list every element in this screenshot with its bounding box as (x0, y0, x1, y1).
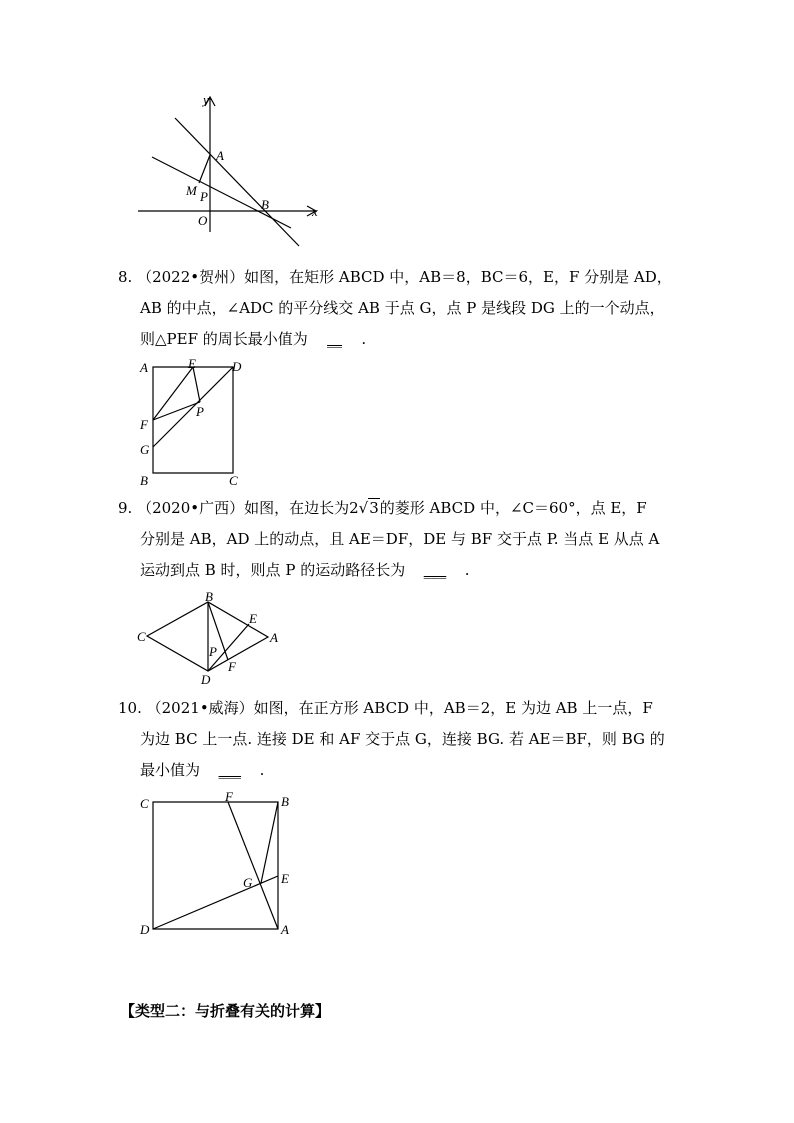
side-length-expression: 2√3 (349, 499, 379, 517)
question-text-line1: （2022•贺州）如图，在矩形 ABCD 中，AB＝8，BC＝6，E，F 分别是 AD， (137, 268, 672, 286)
answer-blank[interactable]: ___ (218, 761, 242, 779)
question-end-period: . (259, 761, 265, 779)
label-b: B (140, 473, 148, 488)
label-e: E (188, 356, 196, 371)
label-a: A (270, 630, 278, 645)
label-c: C (229, 473, 238, 488)
label-m: M (186, 183, 197, 198)
label-f: F (140, 417, 148, 432)
label-b: B (205, 589, 213, 604)
label-f: F (228, 659, 236, 674)
question-number: 10. (118, 699, 142, 717)
question-number: 9. (118, 499, 133, 517)
answer-blank[interactable]: __ (327, 330, 343, 348)
label-a: A (281, 922, 289, 937)
question-text-line2: 分别是 AB，AD 上的动点，且 AE＝DF，DE 与 BF 交于点 P. 当点 E 从点 A (140, 530, 660, 548)
label-d: D (140, 922, 150, 937)
label-d: D (201, 672, 211, 687)
label-a: A (140, 360, 148, 375)
segment-af (228, 802, 278, 929)
segment-de (153, 876, 278, 929)
label-a: A (216, 148, 224, 163)
label-b: B (261, 197, 269, 212)
segment-bg (261, 802, 278, 883)
question-text-line1: （2020•广西）如图，在边长为 (137, 499, 350, 517)
label-p: P (209, 644, 217, 659)
label-d: D (232, 359, 242, 374)
question-text-line2: AB 的中点，∠ADC 的平分线交 AB 于点 G，点 P 是线段 DG 上的一个动点， (140, 299, 665, 317)
label-p: P (200, 189, 208, 204)
label-c: C (137, 629, 146, 644)
section-heading: 【类型二：与折叠有关的计算】 (120, 1002, 331, 1020)
question-end-period: . (464, 561, 470, 579)
question-end-period: . (361, 330, 367, 348)
label-g: G (140, 442, 150, 457)
label-c: C (140, 796, 149, 811)
question-text-line3: 运动到点 B 时，则点 P 的运动路径长为 (140, 561, 406, 579)
question-text-line1: （2021•威海）如图，在正方形 ABCD 中，AB＝2，E 为边 AB 上一点，F (146, 699, 653, 717)
label-f: F (225, 789, 233, 804)
question-text-line2: 为边 BC 上一点. 连接 DE 和 AF 交于点 G，连接 BG. 若 AE＝BF，则 BG 的 (140, 730, 665, 748)
label-o: O (198, 213, 208, 228)
question-text-line1-suffix: 的菱形 ABCD 中，∠C＝60°，点 E，F (379, 499, 647, 517)
label-y: y (203, 92, 209, 107)
label-g: G (243, 875, 253, 890)
answer-blank[interactable]: ___ (423, 561, 447, 579)
label-x: x (312, 204, 318, 219)
square-abcd (153, 802, 278, 929)
label-b: B (281, 794, 289, 809)
label-p: P (196, 404, 204, 419)
question-text-line3: 则△PEF 的周长最小值为 (140, 330, 308, 348)
label-e: E (281, 871, 289, 886)
label-e: E (249, 611, 257, 626)
question-text-line3: 最小值为 (140, 761, 201, 779)
question-number: 8. (118, 268, 133, 286)
